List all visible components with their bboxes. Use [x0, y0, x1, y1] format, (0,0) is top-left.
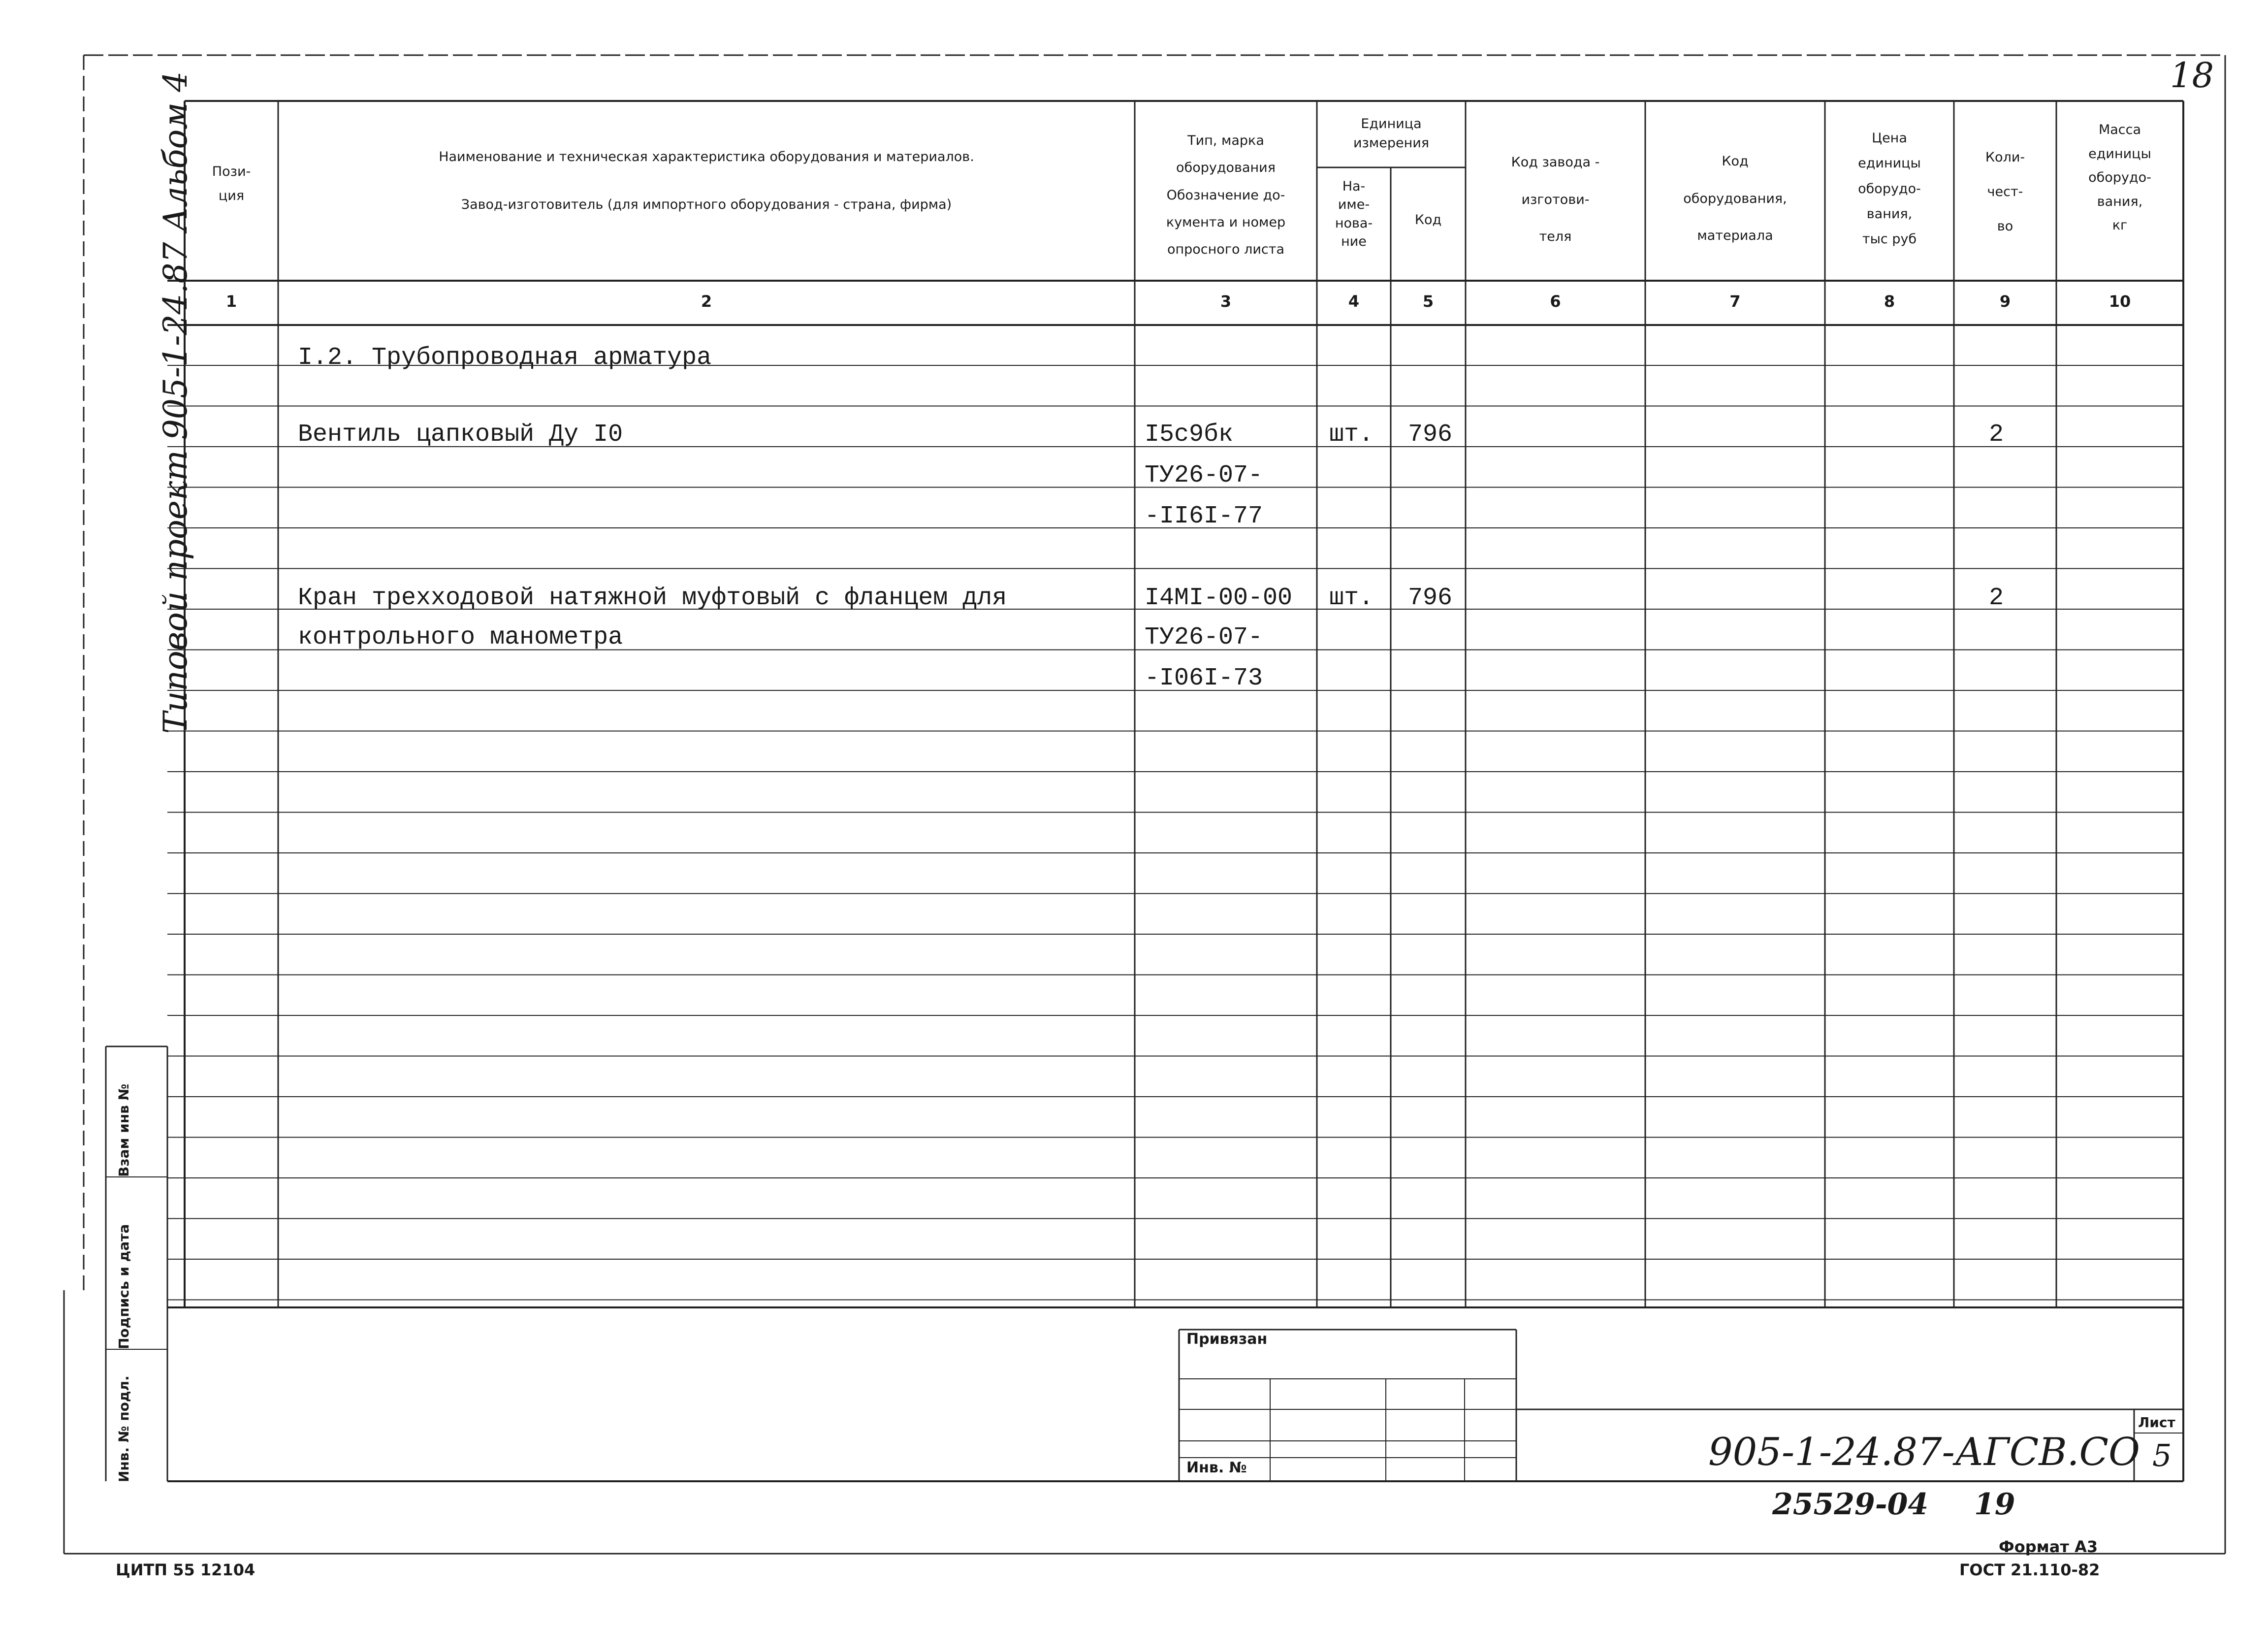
side-title: Типовой проект 905-1-24.87 Альбом 4	[157, 71, 194, 734]
header-material-code: Код оборудования, материала	[1683, 154, 1787, 244]
header-name-line1: Наименование и техническая характеристика оборудования и материалов.	[439, 149, 974, 164]
column-number-10: 10	[2108, 292, 2131, 311]
stamp-label-vzam: Взам инв №	[116, 1083, 132, 1177]
header-type: Тип, марка оборудования Обозначение до- кумента и номер опросного листа	[1166, 133, 1286, 258]
row-type: -II6I-77	[1145, 502, 1263, 530]
column-number-8: 8	[1884, 292, 1895, 311]
header-name-line2: Завод-изготовитель (для импортного оборудования - страна, фирма)	[461, 197, 952, 212]
stamp-label-inv: Инв. № подл.	[116, 1375, 132, 1482]
row-quantity: 2	[1989, 421, 2004, 449]
stamp-inv-no: Инв. №	[1186, 1459, 1247, 1476]
row-type: -I06I-73	[1145, 664, 1263, 692]
column-number-7: 7	[1729, 292, 1741, 311]
row-code: 796	[1408, 584, 1453, 612]
row-name: Кран трехходовой натяжной муфтовый с фланцем для	[298, 584, 1007, 612]
column-number-5: 5	[1422, 292, 1434, 311]
row-name: контрольного манометра	[298, 623, 623, 652]
column-number-4: 4	[1348, 292, 1360, 311]
row-name: Вентиль цапковый Ду I0	[298, 421, 623, 449]
row-unit: шт.	[1329, 421, 1374, 449]
row-quantity: 2	[1989, 584, 2004, 612]
header-price: Цена единицы оборудо- вания, тыс руб	[1858, 130, 1921, 247]
footer-left: ЦИТП 55 12104	[116, 1561, 256, 1579]
column-number-1: 1	[225, 292, 237, 311]
footer-format: Формат А3	[1999, 1537, 2098, 1556]
header-unit-name: На- име- нова- ние	[1335, 179, 1373, 249]
header-position: Пози- ция	[212, 164, 251, 203]
column-number-2: 2	[701, 292, 712, 311]
header-units: Единица измерения	[1353, 116, 1430, 151]
row-type: ТУ26-07-	[1145, 461, 1263, 489]
row-type: ТУ26-07-	[1145, 623, 1263, 652]
column-number-3: 3	[1220, 292, 1232, 311]
header-quantity: Коли- чест- во	[1985, 150, 2025, 234]
sheet-label: Лист	[2138, 1414, 2175, 1431]
row-name: I.2. Трубопроводная арматура	[298, 344, 712, 372]
top-sheet-number: 18	[2170, 55, 2214, 96]
column-number-9: 9	[1999, 292, 2011, 311]
archive-page: 19	[1974, 1487, 2015, 1522]
header-factory-code: Код завода - изготови- теля	[1511, 155, 1600, 245]
stamp-label-podpis: Подпись и дата	[116, 1224, 132, 1349]
archive-number: 25529-04	[1772, 1487, 1929, 1522]
row-code: 796	[1408, 421, 1453, 449]
row-unit: шт.	[1329, 584, 1374, 612]
stamp-privyazan: Привязан	[1186, 1331, 1268, 1348]
header-mass: Масса единицы оборудо- вания, кг	[2088, 122, 2151, 233]
sheet-value: 5	[2152, 1437, 2172, 1473]
header-unit-code: Код	[1414, 212, 1442, 228]
row-type: I4МI-00-00	[1145, 584, 1293, 612]
column-number-6: 6	[1550, 292, 1561, 311]
row-type: I5с9бк	[1145, 421, 1234, 449]
footer-gost: ГОСТ 21.110-82	[1959, 1561, 2100, 1579]
document-designation: 905-1-24.87-АГСВ.СО	[1708, 1430, 2140, 1474]
